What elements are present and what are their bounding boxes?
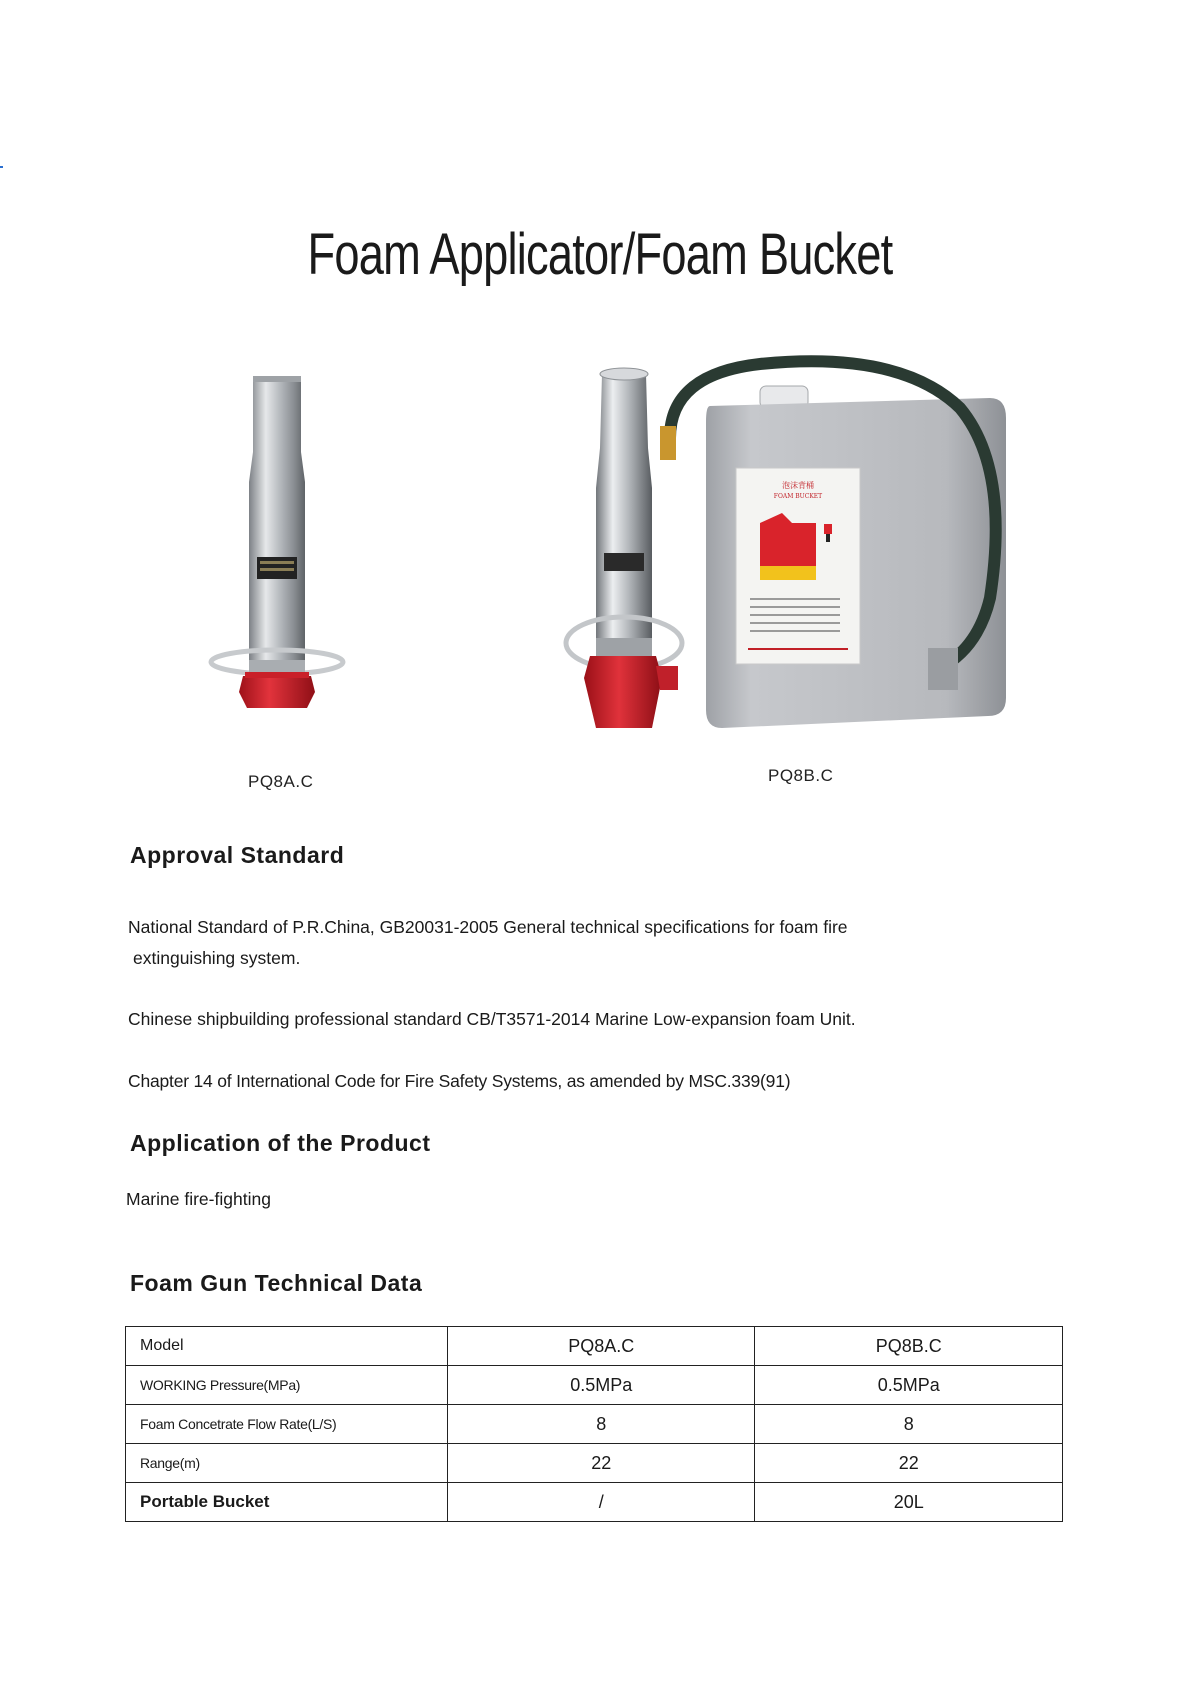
approval-item-1 bbox=[128, 912, 1028, 974]
tech-data-table bbox=[125, 1326, 1063, 1522]
application-text: Marine fire-fighting bbox=[126, 1189, 271, 1209]
header-pq8a: PQ8A.C bbox=[447, 1327, 755, 1366]
approval-item-3-line1: Chapter 14 of International Code for Fire Safety Systems, as amended by MSC.339(91) bbox=[128, 1071, 791, 1091]
table-row bbox=[126, 1483, 1063, 1522]
foam-bucket-icon bbox=[660, 361, 1006, 728]
product-image-pq8a bbox=[205, 372, 355, 742]
bucket-label-en: FOAM BUCKET bbox=[773, 493, 823, 500]
approval-item-3 bbox=[128, 1066, 1028, 1097]
product-caption-pq8a: PQ8A.C bbox=[248, 772, 314, 791]
application-heading: Application of the Product bbox=[130, 1130, 431, 1156]
product-caption-pq8b: PQ8B.C bbox=[768, 766, 834, 785]
row-working-pressure-label: WORKING Pressure(MPa) bbox=[126, 1366, 448, 1405]
table-row bbox=[126, 1366, 1063, 1405]
row-range-pq8a: 22 bbox=[447, 1444, 755, 1483]
row-flow-rate-pq8b: 8 bbox=[755, 1405, 1063, 1444]
table-row bbox=[126, 1444, 1063, 1483]
row-working-pressure-pq8a: 0.5MPa bbox=[447, 1366, 755, 1405]
row-flow-rate-label: Foam Concetrate Flow Rate(L/S) bbox=[126, 1405, 448, 1444]
table-row bbox=[126, 1327, 1063, 1366]
row-flow-rate-pq8a: 8 bbox=[447, 1405, 755, 1444]
row-portable-bucket-pq8b: 20L bbox=[755, 1483, 1063, 1522]
row-range-pq8b: 22 bbox=[755, 1444, 1063, 1483]
approval-item-1-line2: extinguishing system. bbox=[133, 948, 301, 968]
corner-mark bbox=[0, 166, 3, 168]
header-pq8b: PQ8B.C bbox=[755, 1327, 1063, 1366]
product-image-pq8b bbox=[560, 348, 1050, 743]
table-row bbox=[126, 1405, 1063, 1444]
approval-item-2 bbox=[128, 1004, 1028, 1035]
tech-data-heading: Foam Gun Technical Data bbox=[130, 1270, 423, 1296]
applicator-icon bbox=[211, 376, 343, 708]
approval-item-2-line1: Chinese shipbuilding professional standard CB/T3571-2014 Marine Low-expansion foam Unit. bbox=[128, 1009, 856, 1029]
page-title: Foam Applicator/Foam Bucket bbox=[307, 221, 893, 287]
header-model: Model bbox=[126, 1327, 448, 1366]
approval-item-1-line1: National Standard of P.R.China, GB20031-2005 General technical specifications for foam fire bbox=[128, 917, 848, 937]
row-portable-bucket-label: Portable Bucket bbox=[126, 1483, 448, 1522]
bucket-label-cn: 泡沫背桶 bbox=[782, 481, 814, 490]
row-portable-bucket-pq8a: / bbox=[447, 1483, 755, 1522]
approval-heading: Approval Standard bbox=[130, 842, 345, 868]
applicator-icon bbox=[566, 368, 682, 728]
row-working-pressure-pq8b: 0.5MPa bbox=[755, 1366, 1063, 1405]
row-range-label: Range(m) bbox=[126, 1444, 448, 1483]
